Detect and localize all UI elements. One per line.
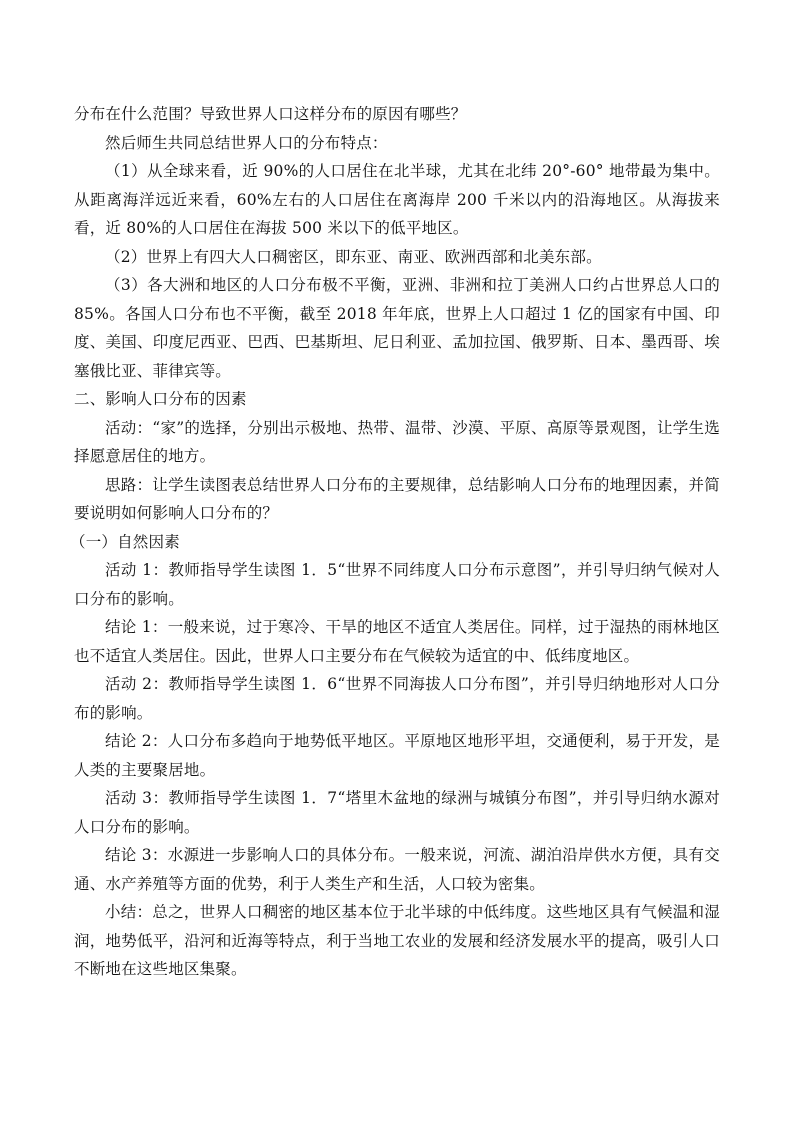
paragraph-summary-intro: 然后师生共同总结世界人口的分布特点： xyxy=(105,133,388,152)
paragraph-conclusion-2: 结论 2：人口分布多趋向于地势低平地区。平原地区地形平坦，交通便利，易于开发，是人类的主要聚居地。 xyxy=(74,732,720,779)
paragraph-activity-home: 活动：“家”的选择，分别出示极地、热带、温带、沙漠、平原、高原等景观图，让学生选择愿意居住的地方。 xyxy=(74,418,720,465)
paragraph-activity-2: 活动 2：教师指导学生读图 1．6“世界不同海拔人口分布图”，并引导归纳地形对人口分布的影响。 xyxy=(74,675,720,722)
paragraph-conclusion-1: 结论 1：一般来说，过于寒冷、干旱的地区不适宜人类居住。同样，过于湿热的雨林地区也不适宜人类居住。因此，世界人口主要分布在气候较为适宜的中、低纬度地区。 xyxy=(74,618,720,665)
subsection-heading-natural: （一）自然因素 xyxy=(70,532,180,551)
paragraph-activity-1: 活动 1：教师指导学生读图 1．5“世界不同纬度人口分布示意图”，并引导归纳气候对人口分布的影响。 xyxy=(74,561,720,608)
paragraph-question: 分布在什么范围？导致世界人口这样分布的原因有哪些？ xyxy=(74,105,467,123)
paragraph-activity-3: 活动 3：教师指导学生读图 1．7“塔里木盆地的绿洲与城镇分布图”，并引导归纳水源对人口分布的影响。 xyxy=(74,789,720,836)
paragraph-conclusion-3: 结论 3：水源进一步影响人口的具体分布。一般来说，河流、湖泊沿岸供水方便，具有交通、水产养殖等方面的优势，利于人类生产和生活，人口较为密集。 xyxy=(74,846,720,893)
paragraph-approach: 思路：让学生读图表总结世界人口分布的主要规律，总结影响人口分布的地理因素，并简要说明如何影响人口分布的？ xyxy=(74,475,720,522)
paragraph-point-2: （2）世界上有四大人口稠密区，即东亚、南亚、欧洲西部和北美东部。 xyxy=(105,247,602,266)
document-page xyxy=(70,100,720,984)
paragraph-summary: 小结：总之，世界人口稠密的地区基本位于北半球的中低纬度。这些地区具有气候温和湿润，地势低平，沿河和近海等特点，利于当地工农业的发展和经济发展水平的提高，吸引人口不断地在这些地区集聚。 xyxy=(74,903,720,978)
paragraph-point-1: （1）从全球来看，近 90%的人口居住在北半球，尤其在北纬 20°-60° 地带最为集中。从距离海洋远近来看，60%左右的人口居住在离海岸 200 千米以内的沿海地区。从海拔来看，近 80%的人口居住在海拔 500 米以下的低平地区。 xyxy=(74,162,720,237)
section-heading-factors: 二、影响人口分布的因素 xyxy=(74,390,247,408)
paragraph-point-3: （3）各大洲和地区的人口分布极不平衡，亚洲、非洲和拉丁美洲人口约占世界总人口的 85%。各国人口分布也不平衡，截至 2018 年年底，世界上人口超过 1 亿的国家有中国、印度、美国、印度尼西亚、巴西、巴基斯坦、尼日利亚、孟加拉国、俄罗斯、日本、墨西哥、埃塞俄比亚、菲律宾等。 xyxy=(74,276,720,380)
